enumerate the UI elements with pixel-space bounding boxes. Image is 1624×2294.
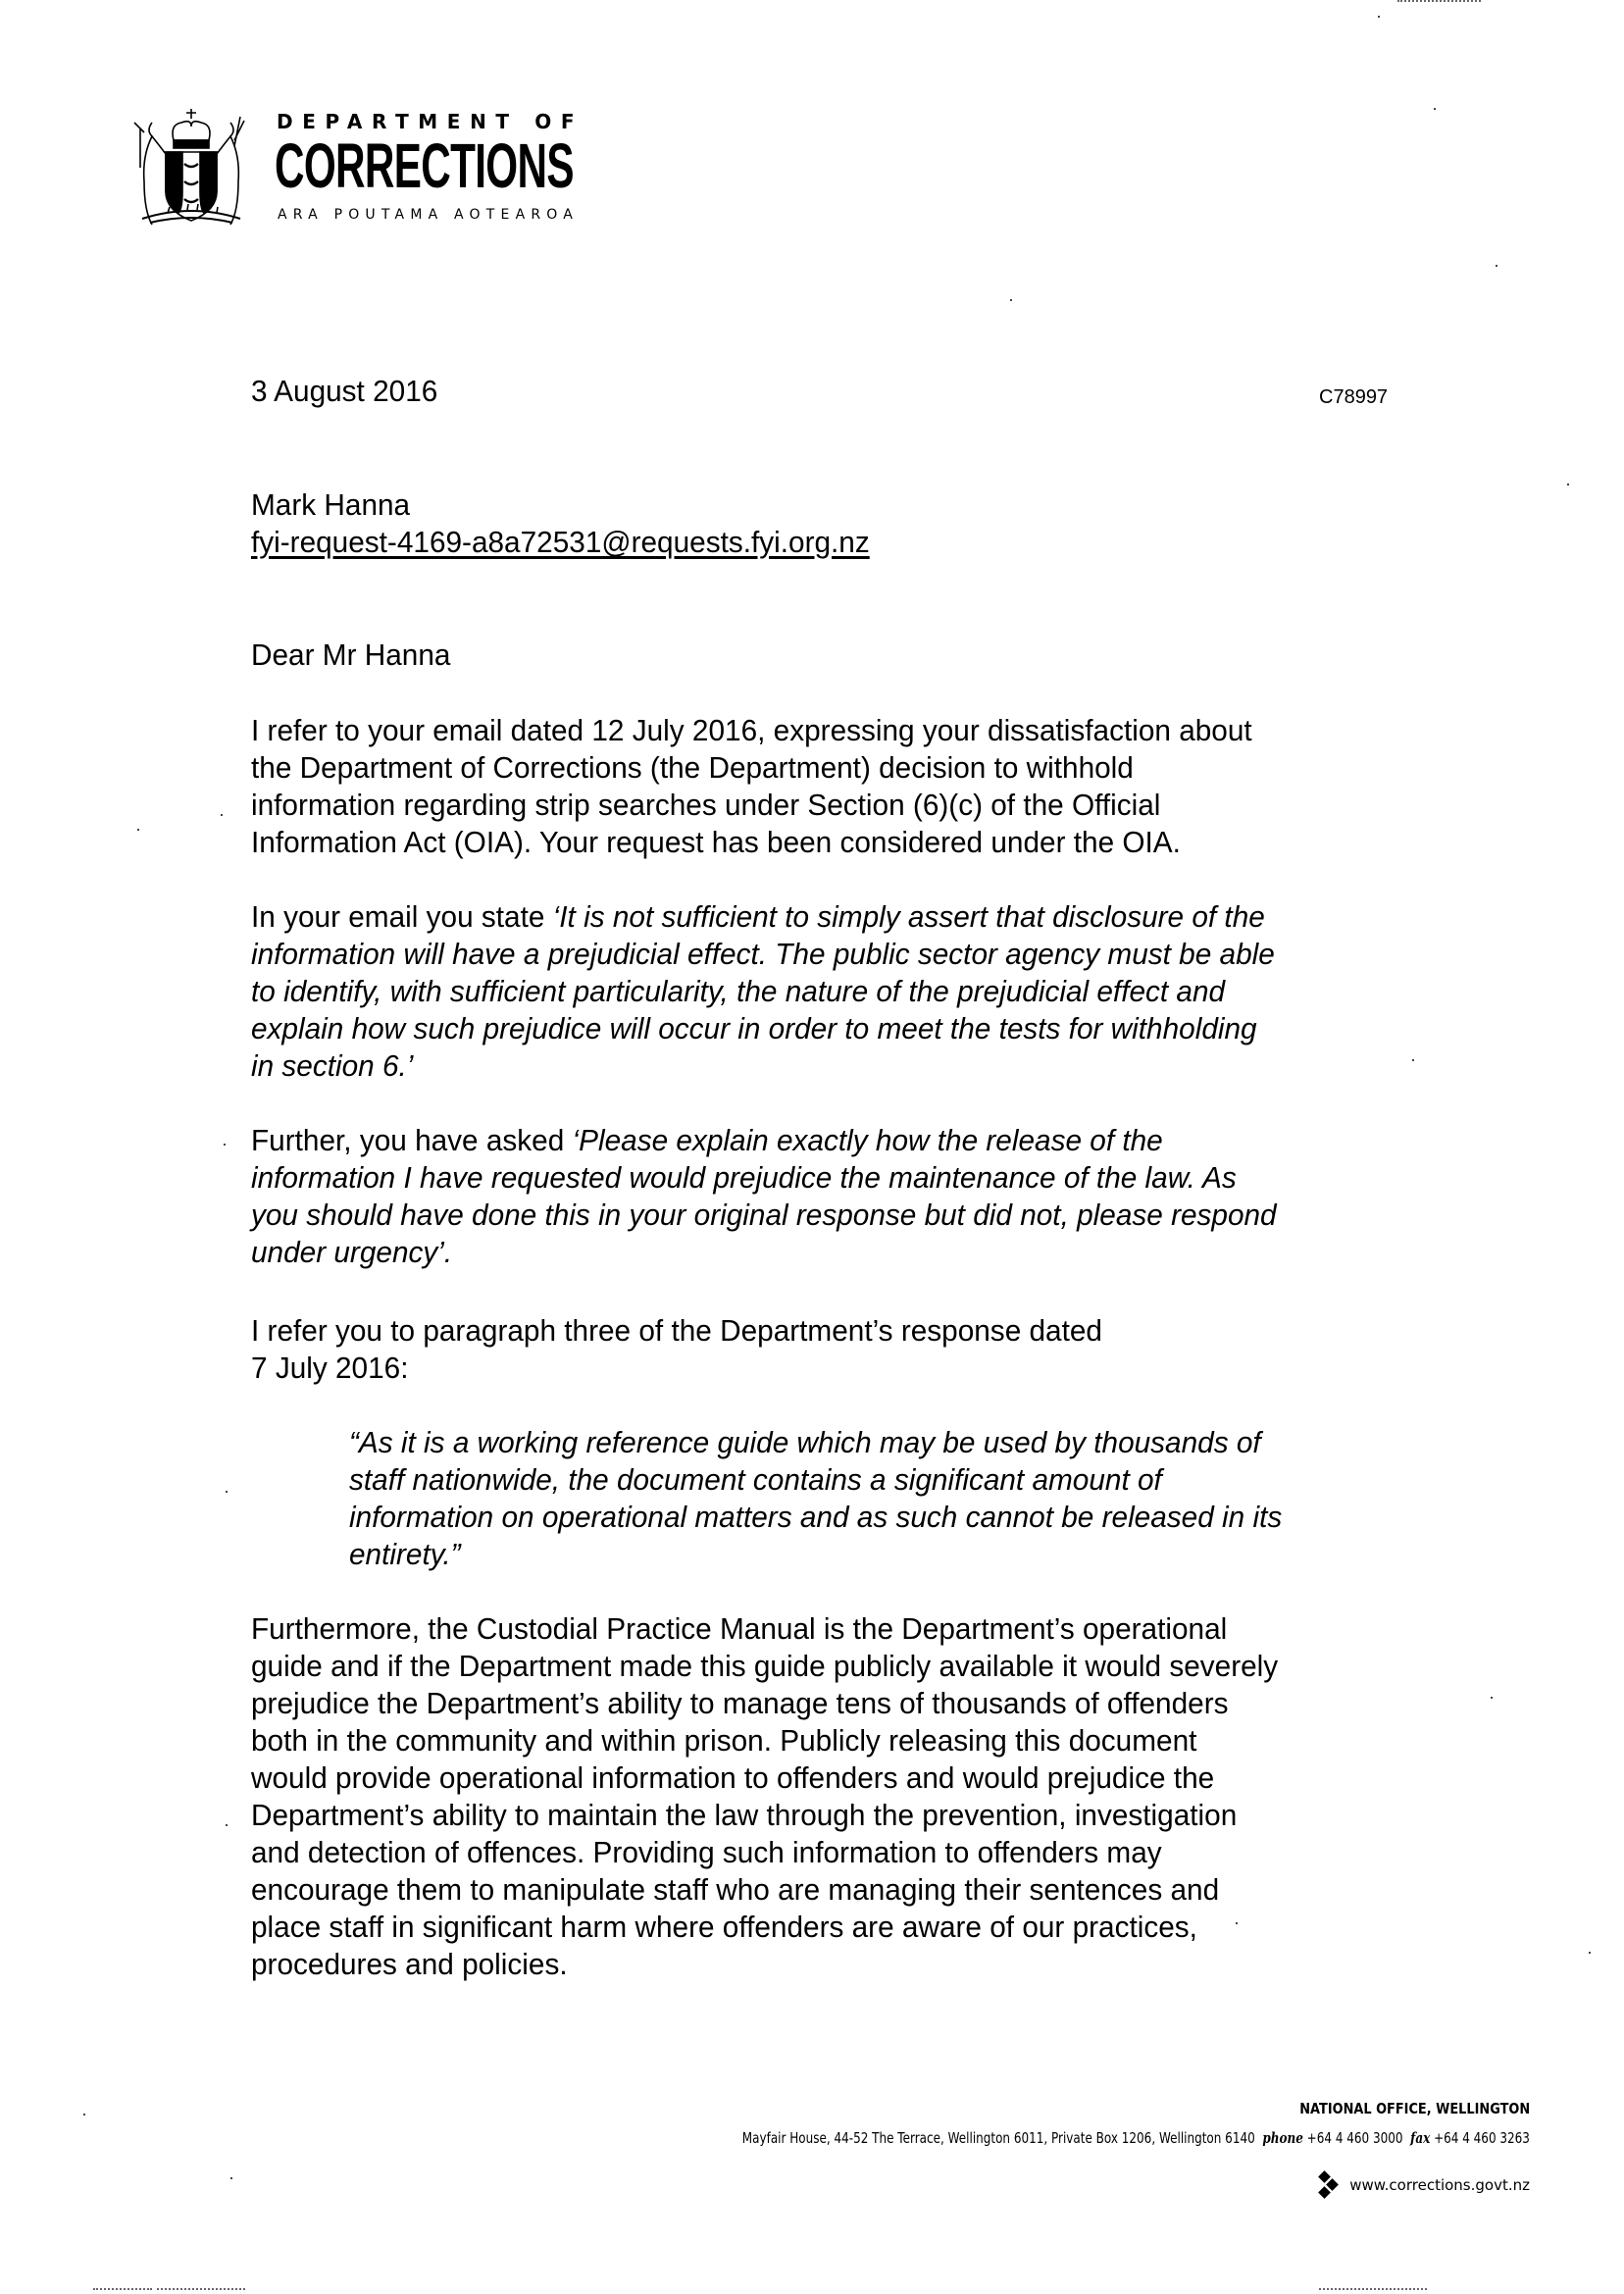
paragraph-line: both in the community and within prison. Publicly releasing this document (251, 1723, 1197, 1758)
scan-speck (1378, 16, 1380, 18)
paragraph-line: would provide operational information to offenders and would prejudice the (251, 1760, 1215, 1795)
recipient-name: Mark Hanna (251, 487, 411, 522)
website-link[interactable]: www.corrections.govt.nz (1349, 2176, 1530, 2194)
paragraph-line: prejudice the Department’s ability to manage tens of thousands of offenders (251, 1686, 1229, 1720)
scan-speck (1412, 1059, 1414, 1061)
corrections-diamond-logo-icon (1318, 2171, 1340, 2199)
scan-artifact (93, 2288, 152, 2292)
scan-speck (1589, 1952, 1591, 1954)
paragraph-line: the Department of Corrections (the Department) decision to withhold (251, 750, 1134, 785)
scan-speck (230, 2177, 232, 2179)
paragraph-line: I refer to your email dated 12 July 2016, expressing your dissatisfaction about (251, 713, 1252, 747)
quoted-text: ‘It is not sufficient to simply assert that disclosure of the (552, 899, 1265, 934)
paragraph-line: I refer you to paragraph three of the Department’s response dated (251, 1313, 1102, 1348)
scan-speck (221, 814, 223, 816)
scan-speck (226, 1491, 228, 1493)
footer-office-title: NATIONAL OFFICE, WELLINGTON (1299, 2100, 1530, 2117)
letterhead-corrections: CORRECTIONS (275, 130, 574, 201)
scan-speck (1567, 484, 1569, 485)
quoted-text-line: information will have a prejudicial effect. The public sector agency must be able (251, 937, 1275, 971)
scan-artifact (157, 2288, 245, 2292)
salutation: Dear Mr Hanna (251, 637, 451, 672)
paragraph-line: Furthermore, the Custodial Practice Manual is the Department’s operational (251, 1611, 1228, 1646)
paragraph-line: 7 July 2016: (251, 1351, 409, 1385)
paragraph-line: Information Act (OIA). Your request has been considered under the OIA. (251, 825, 1181, 859)
paragraph-line: guide and if the Department made this guide publicly available it would severely (251, 1649, 1279, 1683)
paragraph-line: encourage them to manipulate staff who are managing their sentences and (251, 1872, 1220, 1907)
quoted-text-line: you should have done this in your original response but did not, please respond (251, 1198, 1277, 1232)
new-zealand-coat-of-arms-icon (123, 103, 260, 230)
paragraph-line: Further, you have asked ‘Please explain exactly how the release of the (251, 1123, 1163, 1157)
paragraph-line: procedures and policies. (251, 1947, 568, 1981)
scan-artifact (1397, 0, 1481, 4)
scan-speck (1496, 265, 1497, 267)
footer-website (1318, 2171, 1530, 2199)
quoted-text: ‘Please explain exactly how the release of the (572, 1123, 1163, 1157)
scan-speck (1434, 108, 1436, 110)
paragraph-line: Department’s ability to maintain the law through the prevention, investigation (251, 1798, 1238, 1832)
scan-speck (83, 2114, 85, 2116)
letterhead-maori-name: ARA POUTAMA AOTEAROA (278, 207, 580, 223)
letter-date: 3 August 2016 (251, 374, 438, 408)
footer-phone: +64 4 460 3000 (1306, 2129, 1403, 2147)
paragraph-line: In your email you state ‘It is not sufficient to simply assert that disclosure of the (251, 899, 1265, 934)
scan-artifact (1319, 2288, 1427, 2292)
quoted-text-line: in section 6.’ (251, 1048, 414, 1083)
reference-number: C78997 (1319, 386, 1389, 408)
quoted-text-line: to identify, with sufficient particularity, the nature of the prejudicial effect and (251, 974, 1226, 1008)
footer-address: Mayfair House, 44-52 The Terrace, Wellington 6011, Private Box 1206, Wellington 6140 phone +64 4 460 3000 fax +64 4 460 3263 (741, 2129, 1530, 2147)
quoted-text-line: information I have requested would prejudice the maintenance of the law. As (251, 1160, 1237, 1195)
scan-speck (1491, 1697, 1493, 1699)
paragraph-line: information regarding strip searches under Section (6)(c) of the Official (251, 788, 1161, 822)
block-quote-line: entirety.” (349, 1537, 461, 1571)
block-quote-line: staff nationwide, the document contains a significant amount of (349, 1462, 1162, 1497)
block-quote-line: information on operational matters and as such cannot be released in its (349, 1500, 1283, 1534)
quoted-text-line: under urgency’. (251, 1235, 453, 1269)
quoted-text-line: explain how such prejudice will occur in order to meet the tests for withholding (251, 1011, 1257, 1045)
scan-speck (1236, 1922, 1238, 1924)
recipient-email-link[interactable]: fyi-request-4169-a8a72531@requests.fyi.org.nz (251, 525, 870, 559)
scan-speck (137, 829, 139, 831)
scan-speck (226, 1824, 228, 1826)
scan-speck (1010, 299, 1012, 301)
letterhead-department-of: DEPARTMENT OF (277, 110, 584, 133)
scan-speck (224, 1144, 226, 1146)
paragraph-line: place staff in significant harm where offenders are aware of our practices, (251, 1910, 1197, 1944)
paragraph-line: and detection of offences. Providing such information to offenders may (251, 1835, 1162, 1869)
block-quote-line: “As it is a working reference guide which may be used by thousands of (349, 1425, 1261, 1459)
footer-fax: +64 4 460 3263 (1434, 2129, 1530, 2147)
